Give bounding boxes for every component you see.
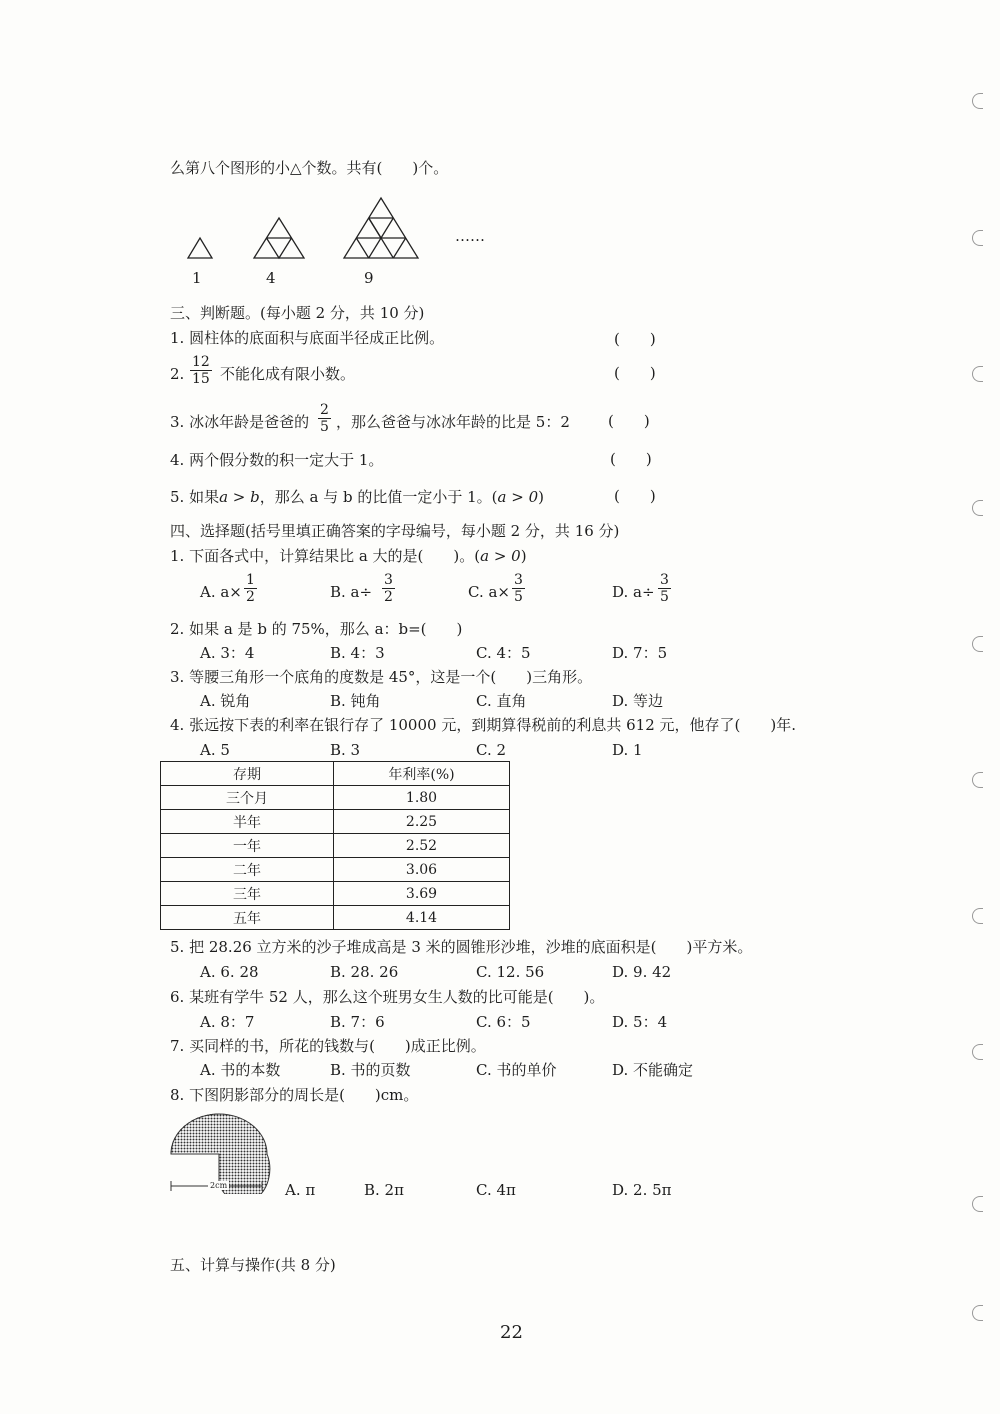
table-header-rate: 年利率(%) [334,762,510,786]
frac-num: 3 [514,572,523,588]
choice-q1-opt-b-label[interactable]: B. a÷ [330,583,373,601]
table-cell-rate: 3.69 [334,882,510,906]
judge-q5 [170,487,544,507]
choice-q2-opt-b[interactable]: B. 4：3 [330,644,385,662]
choice-q1-opt-d-frac [658,572,671,605]
table-cell-term: 一年 [161,834,334,858]
choice-q2-opt-d[interactable]: D. 7：5 [612,644,668,662]
choice-q4: 4. 张远按下表的利率在银行存了 10000 元，到期算得税前的利息共 612 元，他存了( )年. [170,716,796,734]
judge-q4-answer-paren[interactable]: ( ) [610,450,652,468]
judge-q2-num: 12 [192,354,210,370]
choice-q1-opt-c-label[interactable]: C. a× [468,583,510,601]
table-cell-term: 三年 [161,882,334,906]
choice-q1-text: 1. 下面各式中，计算结果比 a 大的是( )。( [170,547,481,565]
choice-q2: 2. 如果 a 是 b 的 75%，那么 a：b=( ) [170,620,463,638]
choice-q1-opt-b-frac [382,572,395,605]
table-row [161,906,510,930]
choice-q6-opt-a[interactable]: A. 8：7 [200,1013,255,1031]
choice-q2-opt-a[interactable]: A. 3：4 [200,644,255,662]
table-row [161,858,510,882]
choice-q5-opt-a[interactable]: A. 6. 28 [200,963,259,981]
page-number: 22 [500,1322,523,1343]
table-header-row [161,762,510,786]
choice-q6: 6. 某班有学牛 52 人，那么这个班男女生人数的比可能是( )。 [170,988,605,1006]
triangle-fig-1 [188,238,212,258]
section-5-title: 五、计算与操作(共 8 分) [170,1256,336,1274]
binder-hole-mark [972,1305,983,1321]
table-cell-rate: 2.52 [334,834,510,858]
judge-q2-prefix: 2. [170,365,185,383]
binder-hole-mark [972,366,983,382]
table-header-term: 存期 [161,762,334,786]
choice-q1-opt-c-frac [512,572,525,605]
judge-q2-answer-paren[interactable]: ( ) [614,364,656,382]
choice-q1-condition: a > 0 [480,547,521,565]
judge-q5-condition-2: a > 0 [497,488,539,506]
choice-q3-opt-d[interactable]: D. 等边 [612,692,664,710]
choice-q6-opt-c[interactable]: C. 6：5 [476,1013,531,1031]
table-cell-term: 三个月 [161,786,334,810]
interest-rate-table [160,761,510,930]
choice-q7-opt-d[interactable]: D. 不能确定 [612,1061,694,1079]
table-row [161,810,510,834]
table-cell-term: 半年 [161,810,334,834]
frac-den: 2 [384,589,393,605]
judge-q3-fraction [318,402,331,435]
prev-question-tail: 么第八个图形的小△个数。共有( )个。 [170,159,449,177]
table-cell-rate: 3.06 [334,858,510,882]
choice-q5-opt-c[interactable]: C. 12. 56 [476,963,545,981]
table-cell-rate: 4.14 [334,906,510,930]
judge-q2-text: 不能化成有限小数。 [220,365,356,383]
judge-q3-den: 5 [320,419,329,435]
choice-q4-opt-c[interactable]: C. 2 [476,741,507,759]
choice-q4-opt-b[interactable]: B. 3 [330,741,361,759]
choice-q1-opt-a-label[interactable]: A. a× [200,583,242,601]
choice-q4-opt-a[interactable]: A. 5 [200,741,230,759]
binder-hole-mark [972,1196,983,1212]
choice-q7: 7. 买同样的书，所花的钱数与( )成正比例。 [170,1037,486,1055]
judge-q3-text: ，那么爸爸与冰冰年龄的比是 5：2 [336,413,570,431]
choice-q8: 8. 下图阴影部分的周长是( )cm。 [170,1086,419,1104]
binder-hole-mark [972,230,983,246]
table-row [161,882,510,906]
choice-q3-opt-a[interactable]: A. 锐角 [200,692,251,710]
frac-num: 3 [660,572,669,588]
choice-q1-close: ) [520,547,527,565]
triangle-fig-9 [344,198,418,258]
table-cell-rate: 1.80 [334,786,510,810]
choice-q3: 3. 等腰三角形一个底角的度数是 45°，这是一个( )三角形。 [170,668,593,686]
choice-q6-opt-b[interactable]: B. 7：6 [330,1013,385,1031]
judge-q3-num: 2 [320,402,329,418]
triangle-label-1: 1 [192,269,202,287]
section-4-title: 四、选择题(括号里填正确答案的字母编号，每小题 2 分，共 16 分) [170,522,620,540]
choice-q1-opt-a-frac [244,572,257,605]
pattern-ellipsis: …… [455,227,485,245]
choice-q3-opt-b[interactable]: B. 钝角 [330,692,381,710]
binder-hole-mark [972,908,983,924]
figure-scale-label: 2cm [210,1181,228,1190]
judge-q5-answer-paren[interactable]: ( ) [614,487,656,505]
choice-q1 [170,546,527,566]
choice-q7-opt-c[interactable]: C. 书的单价 [476,1061,557,1079]
triangle-label-9: 9 [364,269,374,287]
triangle-label-4: 4 [266,269,276,287]
choice-q6-opt-d[interactable]: D. 5：4 [612,1013,668,1031]
judge-q3-prefix: 3. 冰冰年龄是爸爸的 [170,413,310,431]
table-cell-term: 五年 [161,906,334,930]
judge-q5-prefix: 5. 如果 [170,488,220,506]
choice-q7-opt-b[interactable]: B. 书的页数 [330,1061,411,1079]
binder-hole-mark [972,500,983,516]
binder-hole-mark [972,636,983,652]
binder-hole-mark [972,1044,983,1060]
judge-q1-answer-paren[interactable]: ( ) [614,330,656,348]
triangle-pattern-figure [180,192,480,264]
judge-q2-fraction [190,354,212,387]
judge-q2-den: 15 [192,371,210,387]
judge-q5-text: ，那么 a 与 b 的比值一定小于 1。( [259,488,498,506]
judge-q5-close: ) [538,488,544,506]
choice-q5: 5. 把 28.26 立方米的沙子堆成高是 3 米的圆锥形沙堆，沙堆的底面积是( )平方米。 [170,938,753,956]
choice-q8-opt-d[interactable]: D. 2. 5π [612,1181,672,1199]
choice-q8-opt-b[interactable]: B. 2π [364,1181,404,1199]
table-row [161,786,510,810]
judge-q3-answer-paren[interactable]: ( ) [608,412,650,430]
choice-q8-opt-c[interactable]: C. 4π [476,1181,516,1199]
section-3-title: 三、判断题。(每小题 2 分，共 10 分) [170,304,425,322]
frac-den: 5 [660,589,669,605]
table-cell-term: 二年 [161,858,334,882]
choice-q1-opt-d-label[interactable]: D. a÷ [612,583,655,601]
choice-q3-opt-c[interactable]: C. 直角 [476,692,527,710]
frac-num: 3 [384,572,393,588]
binder-hole-mark [972,772,983,788]
judge-q1: 1. 圆柱体的底面积与底面半径成正比例。 [170,329,445,347]
binder-hole-mark [972,93,983,109]
choice-q7-opt-a[interactable]: A. 书的本数 [200,1061,281,1079]
choice-q5-opt-b[interactable]: B. 28. 26 [330,963,399,981]
choice-q8-opt-a[interactable]: A. π [285,1181,316,1199]
table-row [161,834,510,858]
choice-q4-opt-d[interactable]: D. 1 [612,741,643,759]
choice-q2-opt-c[interactable]: C. 4：5 [476,644,531,662]
judge-q5-condition: a > b [219,488,260,506]
judge-q4: 4. 两个假分数的积一定大于 1。 [170,451,384,469]
frac-den: 2 [246,589,255,605]
frac-den: 5 [514,589,523,605]
frac-num: 1 [246,572,255,588]
choice-q5-opt-d[interactable]: D. 9. 42 [612,963,672,981]
table-cell-rate: 2.25 [334,810,510,834]
